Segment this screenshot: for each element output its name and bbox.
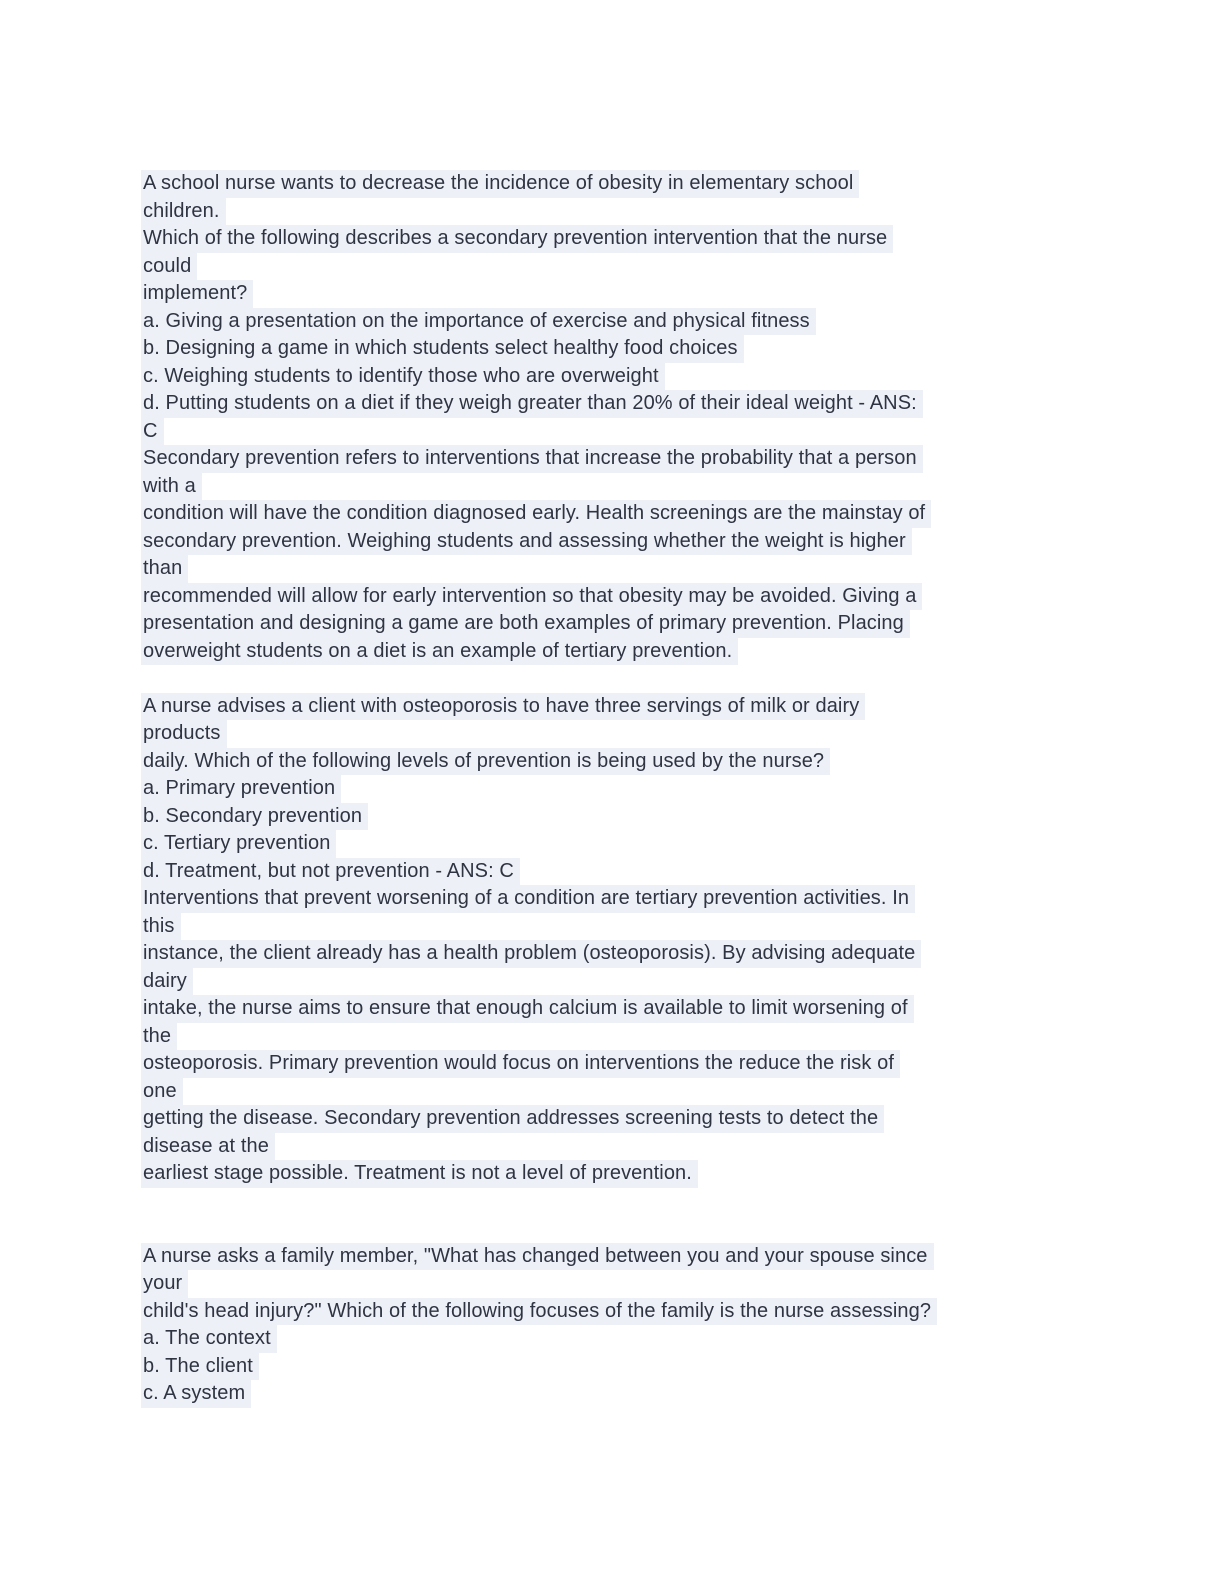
highlighted-text: getting the disease. Secondary prevention addresses screening tests to detect the xyxy=(141,1105,884,1133)
text-line xyxy=(141,830,1191,858)
highlighted-text: your xyxy=(141,1270,188,1298)
highlighted-text: d. Treatment, but not prevention - ANS: C xyxy=(141,858,520,886)
highlighted-text: products xyxy=(141,720,227,748)
text-line xyxy=(141,1023,1191,1051)
highlighted-text: earliest stage possible. Treatment is not a level of prevention. xyxy=(141,1160,698,1188)
text-line xyxy=(141,1380,1191,1408)
text-line xyxy=(141,1133,1191,1161)
blank-line xyxy=(141,1215,1191,1243)
text-line xyxy=(141,1050,1191,1078)
highlighted-text: a. The context xyxy=(141,1325,277,1353)
highlighted-text: daily. Which of the following levels of prevention is being used by the nurse? xyxy=(141,748,830,776)
highlighted-text: with a xyxy=(141,473,202,501)
highlighted-text: osteoporosis. Primary prevention would focus on interventions the reduce the risk of xyxy=(141,1050,900,1078)
highlighted-text: a. Giving a presentation on the importance of exercise and physical fitness xyxy=(141,308,816,336)
text-line xyxy=(141,170,1191,198)
highlighted-text: A school nurse wants to decrease the incidence of obesity in elementary school xyxy=(141,170,859,198)
text-line xyxy=(141,1270,1191,1298)
text-line xyxy=(141,1078,1191,1106)
highlighted-text: A nurse asks a family member, "What has changed between you and your spouse since xyxy=(141,1243,934,1271)
text-line xyxy=(141,775,1191,803)
highlighted-text: this xyxy=(141,913,181,941)
highlighted-text: b. Designing a game in which students select healthy food choices xyxy=(141,335,744,363)
text-line xyxy=(141,803,1191,831)
text-line xyxy=(141,583,1191,611)
text-line xyxy=(141,418,1191,446)
highlighted-text: dairy xyxy=(141,968,193,996)
text-line xyxy=(141,995,1191,1023)
text-line xyxy=(141,913,1191,941)
highlighted-text: condition will have the condition diagnosed early. Health screenings are the mainstay of xyxy=(141,500,931,528)
text-line xyxy=(141,940,1191,968)
highlighted-text: c. Weighing students to identify those who are overweight xyxy=(141,363,665,391)
highlighted-text: c. Tertiary prevention xyxy=(141,830,336,858)
text-line xyxy=(141,308,1191,336)
highlighted-text: c. A system xyxy=(141,1380,251,1408)
text-line xyxy=(141,968,1191,996)
text-line xyxy=(141,253,1191,281)
highlighted-text: Secondary prevention refers to interventions that increase the probability that a person xyxy=(141,445,923,473)
text-line xyxy=(141,720,1191,748)
text-line xyxy=(141,500,1191,528)
text-line xyxy=(141,363,1191,391)
highlighted-text: overweight students on a diet is an example of tertiary prevention. xyxy=(141,638,738,666)
text-line xyxy=(141,225,1191,253)
highlighted-text: presentation and designing a game are both examples of primary prevention. Placing xyxy=(141,610,910,638)
text-line xyxy=(141,748,1191,776)
text-line xyxy=(141,858,1191,886)
highlighted-text: intake, the nurse aims to ensure that enough calcium is available to limit worsening of xyxy=(141,995,914,1023)
highlighted-text: implement? xyxy=(141,280,253,308)
text-line xyxy=(141,335,1191,363)
text-line xyxy=(141,1160,1191,1188)
highlighted-text: A nurse advises a client with osteoporosis to have three servings of milk or dairy xyxy=(141,693,865,721)
highlighted-text: Which of the following describes a secondary prevention intervention that the nurse xyxy=(141,225,893,253)
text-line xyxy=(141,280,1191,308)
text-line xyxy=(141,1105,1191,1133)
highlighted-text: one xyxy=(141,1078,183,1106)
text-line xyxy=(141,1243,1191,1271)
highlighted-text: C xyxy=(141,418,164,446)
blank-line xyxy=(141,665,1191,693)
highlighted-text: a. Primary prevention xyxy=(141,775,341,803)
blank-line xyxy=(141,1188,1191,1216)
text-line xyxy=(141,473,1191,501)
text-line xyxy=(141,1353,1191,1381)
text-line xyxy=(141,1325,1191,1353)
text-line xyxy=(141,638,1191,666)
highlighted-text: than xyxy=(141,555,188,583)
highlighted-text: b. Secondary prevention xyxy=(141,803,368,831)
highlighted-text: disease at the xyxy=(141,1133,275,1161)
text-line xyxy=(141,555,1191,583)
text-line xyxy=(141,693,1191,721)
highlighted-text: d. Putting students on a diet if they weigh greater than 20% of their ideal weight - ANS: xyxy=(141,390,923,418)
text-lines-container xyxy=(141,170,1191,1408)
text-line xyxy=(141,885,1191,913)
highlighted-text: could xyxy=(141,253,197,281)
highlighted-text: Interventions that prevent worsening of a condition are tertiary prevention activities. In xyxy=(141,885,915,913)
highlighted-text: children. xyxy=(141,198,226,226)
text-line xyxy=(141,1298,1191,1326)
highlighted-text: secondary prevention. Weighing students and assessing whether the weight is higher xyxy=(141,528,912,556)
text-line xyxy=(141,445,1191,473)
highlighted-text: instance, the client already has a health problem (osteoporosis). By advising adequate xyxy=(141,940,921,968)
text-line xyxy=(141,390,1191,418)
highlighted-text: b. The client xyxy=(141,1353,259,1381)
highlighted-text: the xyxy=(141,1023,177,1051)
text-line xyxy=(141,528,1191,556)
highlighted-text: child's head injury?" Which of the following focuses of the family is the nurse assessing? xyxy=(141,1298,937,1326)
text-line xyxy=(141,610,1191,638)
text-line xyxy=(141,198,1191,226)
highlighted-text: recommended will allow for early intervention so that obesity may be avoided. Giving a xyxy=(141,583,922,611)
